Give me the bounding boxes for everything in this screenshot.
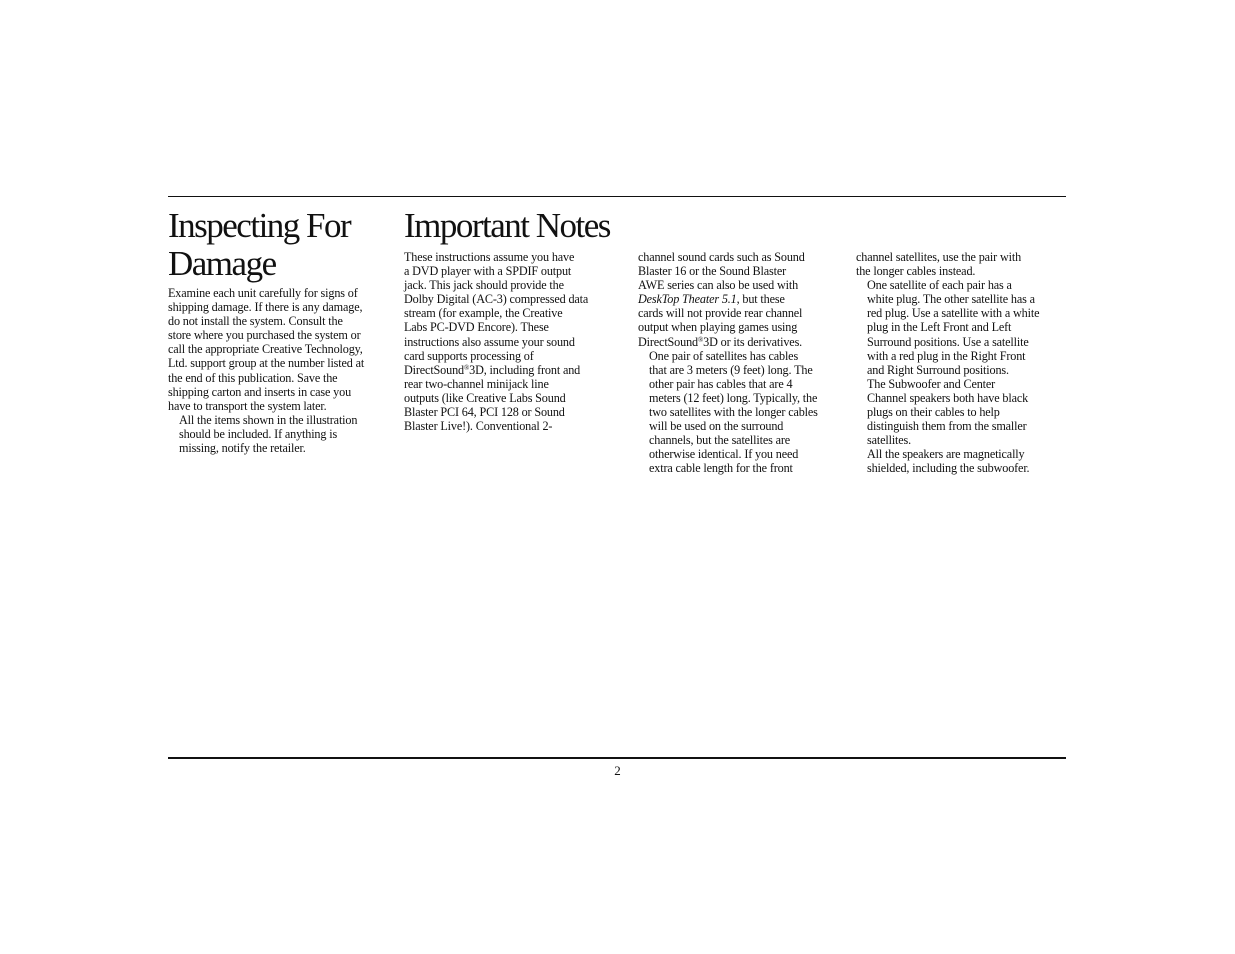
text-line: instructions also assume your sound [404, 334, 575, 349]
text-line: Surround positions. Use a satellite [867, 334, 1029, 349]
inspecting-heading [168, 207, 388, 283]
text-line: Blaster 16 or the Sound Blaster [638, 264, 787, 279]
text-line: shipping damage. If there is any damage, [168, 300, 363, 315]
registered-mark: ® [463, 363, 470, 372]
text-line: channel sound cards such as Sound [638, 250, 805, 264]
top-rule [168, 196, 1066, 197]
registered-mark: ® [697, 335, 704, 344]
inspecting-paragraph-2 [168, 413, 388, 455]
text-line: and Right Surround positions. [867, 362, 1009, 377]
text-line: Dolby Digital (AC-3) compressed data [404, 292, 589, 307]
text-line: store where you purchased the system or [168, 328, 361, 343]
text-line: Examine each unit carefully for signs of [168, 286, 358, 300]
directsound-term: DirectSound [638, 334, 698, 349]
text-fragment: 3D, including front and [469, 362, 581, 377]
notes-column-1 [404, 250, 614, 433]
text-line [404, 363, 614, 377]
text-fragment: , but these [736, 292, 785, 307]
text-line: output when playing games using [638, 320, 798, 335]
text-line: plugs on their cables to help [867, 405, 1000, 420]
page-number: 2 [614, 763, 621, 778]
text-line: shipping carton and inserts in case you [168, 384, 352, 399]
text-line: plug in the Left Front and Left [867, 320, 1012, 335]
important-notes-heading: Important Notes [404, 206, 610, 245]
text-line: cards will not provide rear channel [638, 306, 803, 321]
text-line: should be included. If anything is [179, 426, 338, 441]
text-line: that are 3 meters (9 feet) long. The [649, 362, 813, 377]
notes-paragraph-1 [404, 250, 614, 433]
text-line: red plug. Use a satellite with a white [867, 306, 1040, 321]
text-line: missing, notify the retailer. [179, 441, 306, 456]
text-line: white plug. The other satellite has a [867, 292, 1035, 307]
text-line: Ltd. support group at the number listed at [168, 356, 365, 371]
text-line: card supports processing of [404, 348, 534, 363]
notes-paragraph-2 [638, 349, 843, 476]
text-line [638, 335, 843, 349]
text-line: two satellites with the longer cables [649, 405, 818, 420]
text-line: stream (for example, the Creative [404, 306, 563, 321]
text-line: have to transport the system later. [168, 398, 327, 413]
text-line: distinguish them from the smaller [867, 419, 1027, 434]
inspecting-heading-line1: Inspecting For [168, 206, 351, 245]
text-line: The Subwoofer and Center [867, 376, 996, 391]
text-line: a DVD player with a SPDIF output [404, 264, 572, 279]
text-line: will be used on the surround [649, 419, 784, 434]
text-line: the end of this publication. Save the [168, 370, 338, 385]
text-line: One pair of satellites has cables [649, 348, 799, 363]
text-line: meters (12 feet) long. Typically, the [649, 390, 818, 405]
text-line: extra cable length for the front [649, 461, 793, 476]
product-name: DeskTop Theater 5.1 [638, 292, 737, 307]
notes-paragraph-2-cont [856, 250, 1066, 278]
text-line: One satellite of each pair has a [867, 278, 1012, 293]
notes-column-3 [856, 250, 1066, 476]
notes-paragraph-4 [856, 377, 1066, 447]
text-line: outputs (like Creative Labs Sound [404, 390, 566, 405]
notes-column-2 [638, 250, 843, 476]
bottom-rule [168, 757, 1066, 759]
text-line: These instructions assume you have [404, 250, 575, 264]
directsound-term: DirectSound [404, 362, 464, 377]
notes-paragraph-1-cont [638, 250, 843, 349]
text-line: jack. This jack should provide the [404, 278, 564, 293]
text-line: channels, but the satellites are [649, 433, 791, 448]
text-line: shielded, including the subwoofer. [867, 461, 1030, 476]
inspecting-paragraph-1 [168, 286, 388, 413]
text-line: channel satellites, use the pair with [856, 250, 1022, 264]
notes-paragraph-5 [856, 447, 1066, 475]
text-line: call the appropriate Creative Technology, [168, 342, 363, 357]
text-line [638, 292, 843, 306]
text-line: Channel speakers both have black [867, 390, 1029, 405]
text-line: All the items shown in the illustration [179, 412, 358, 427]
inspecting-column [168, 286, 388, 455]
text-line: Blaster PCI 64, PCI 128 or Sound [404, 405, 565, 420]
text-line: with a red plug in the Right Front [867, 348, 1026, 363]
text-line: other pair has cables that are 4 [649, 376, 793, 391]
notes-paragraph-3 [856, 278, 1066, 377]
text-fragment: 3D or its derivatives. [703, 334, 803, 349]
text-line: All the speakers are magnetically [867, 447, 1025, 462]
text-line: AWE series can also be used with [638, 278, 799, 293]
text-line: otherwise identical. If you need [649, 447, 799, 462]
text-line: Labs PC-DVD Encore). These [404, 320, 549, 335]
text-line: do not install the system. Consult the [168, 314, 343, 329]
inspecting-heading-line2: Damage [168, 244, 276, 283]
text-line: the longer cables instead. [856, 264, 976, 279]
text-line: satellites. [867, 433, 912, 448]
text-line: rear two-channel minijack line [404, 376, 549, 391]
text-line: Blaster Live!). Conventional 2- [404, 419, 553, 434]
